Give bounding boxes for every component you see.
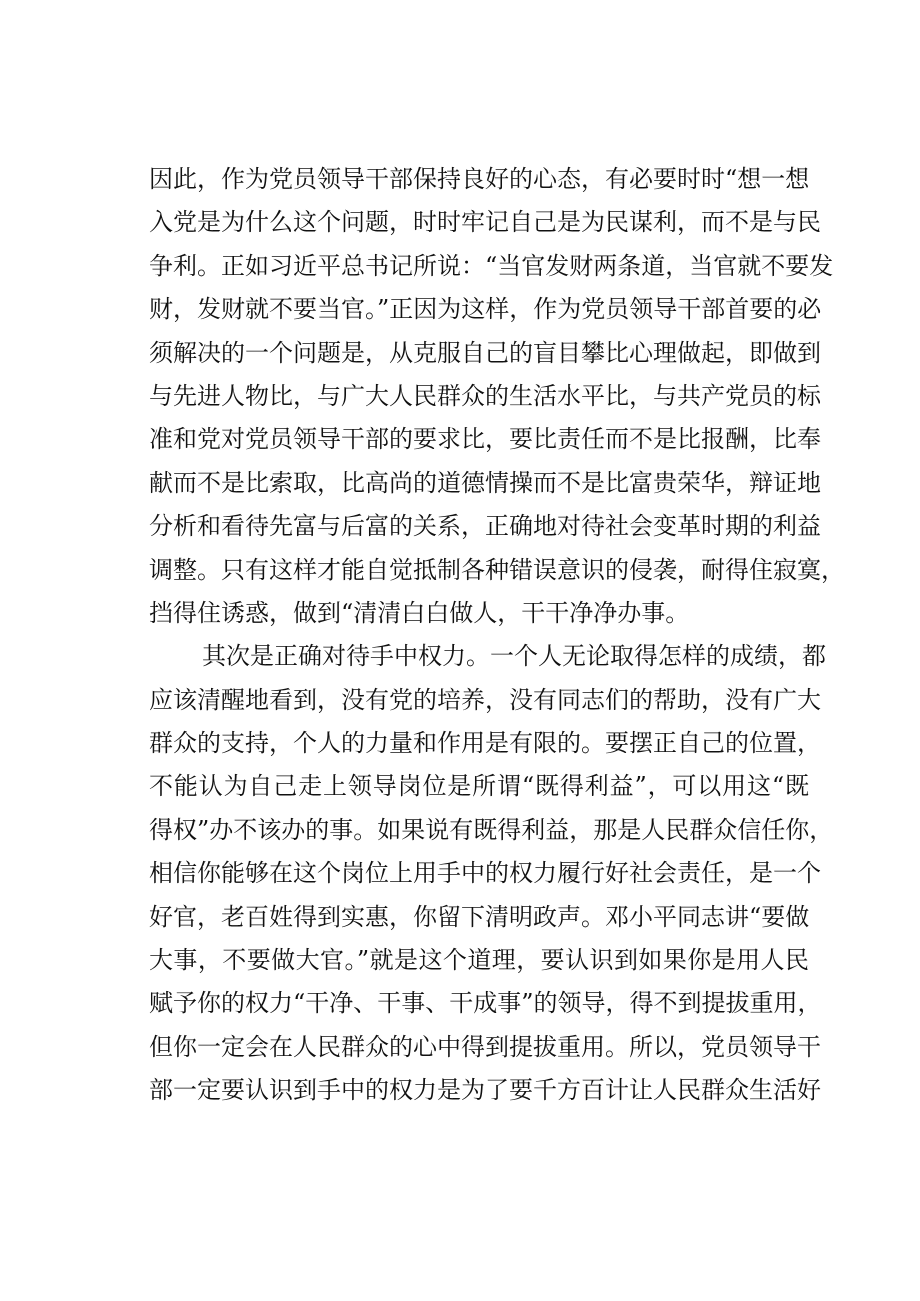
text-line: 相信你能够在这个岗位上用手中的权力履行好社会责任，是一个 <box>149 859 821 888</box>
text-line: 赋予你的权力“干净、干事、干成事”的领导，得不到提拔重用， <box>149 989 822 1018</box>
text-line: 与先进人物比，与广大人民群众的生活水平比，与共产党员的标 <box>149 381 821 410</box>
paragraph-1 <box>149 158 845 635</box>
text-line: 应该清醒地看到，没有党的培养，没有同志们的帮助，没有广大 <box>149 685 821 714</box>
text-line: 财，发财就不要当官。”正因为这样，作为党员领导干部首要的必 <box>149 295 822 324</box>
text-line: 准和党对党员领导干部的要求比，要比责任而不是比报酬，比奉 <box>149 425 821 454</box>
text-line: 大事，不要做大官。”就是这个道理，要认识到如果你是用人民 <box>149 946 809 975</box>
text-line: 因此，作为党员领导干部保持良好的心态，有必要时时“想一想 <box>149 165 810 193</box>
text-line: 群众的支持，个人的力量和作用是有限的。要摆正自己的位置， <box>149 729 821 758</box>
text-line: 但你一定会在人民群众的心中得到提拔重用。所以，党员领导干 <box>149 1032 821 1061</box>
paragraph-2 <box>149 635 834 1112</box>
text-line: 献而不是比索取，比高尚的道德情操而不是比富贵荣华，辩证地 <box>149 468 821 497</box>
text-line: 好官，老百姓得到实惠，你留下清明政声。邓小平同志讲“要做 <box>149 902 810 931</box>
text-line: 争利。正如习近平总书记所说：“当官发财两条道，当官就不要发 <box>149 251 834 280</box>
text-line: 部一定要认识到手中的权力是为了要千方百计让人民群众生活好 <box>149 1076 821 1105</box>
text-line: 挡得住诱惑，做到“清清白白做人，干干净净办事。 <box>149 598 690 627</box>
text-line: 调整。只有这样才能自觉抵制各种错误意识的侵袭，耐得住寂寞， <box>149 555 845 584</box>
text-line: 入党是为什么这个问题，时时牢记自己是为民谋利，而不是与民 <box>149 208 821 237</box>
text-line: 其次是正确对待手中权力。一个人无论取得怎样的成绩，都 <box>202 642 826 671</box>
text-line: 须解决的一个问题是，从克服自己的盲目攀比心理做起，即做到 <box>149 338 821 367</box>
text-line: 得权”办不该办的事。如果说有既得利益，那是人民群众信任你， <box>149 815 834 844</box>
body-text <box>149 158 845 1113</box>
text-line: 不能认为自己走上领导岗位是所谓“既得利益”，可以用这“既 <box>149 772 809 801</box>
text-line: 分析和看待先富与后富的关系，正确地对待社会变革时期的利益 <box>149 512 821 541</box>
